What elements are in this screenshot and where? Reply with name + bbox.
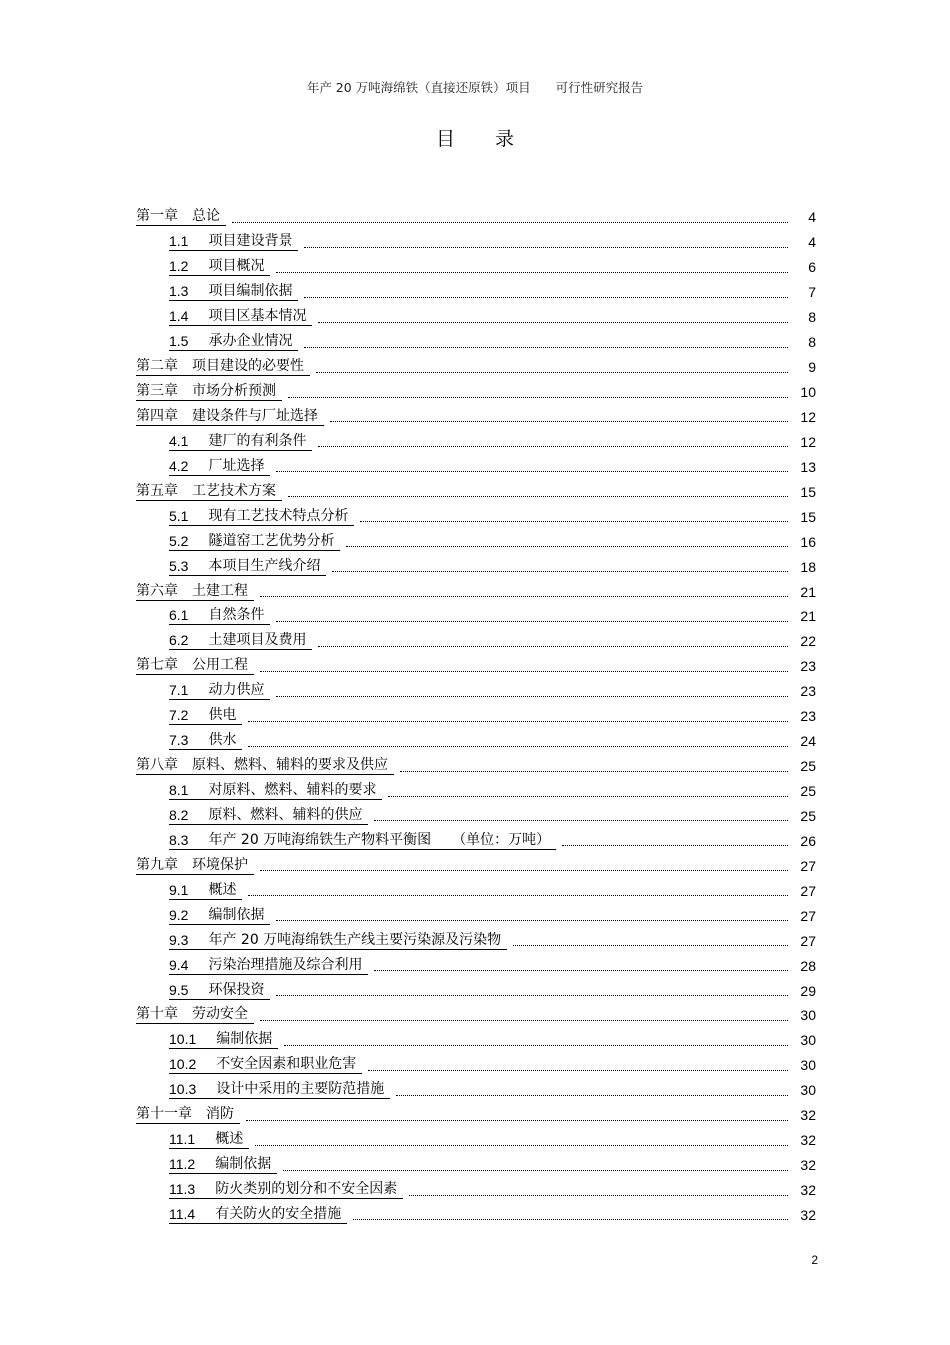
toc-entry-link[interactable] [169,682,270,700]
toc-title: 环保投资 [208,981,265,998]
toc-page-number: 30 [800,1032,816,1049]
dot-leader [276,607,788,622]
toc-title: 防火类别的划分和不安全因素 [215,1181,398,1198]
toc-chapter-row[interactable] [136,754,816,779]
toc-page-number: 7 [808,284,816,301]
dot-leader [283,1156,788,1171]
dot-leader [316,358,788,373]
toc-section-row[interactable] [136,804,816,829]
toc-section-row[interactable] [136,305,816,330]
toc-page-number: 28 [800,957,816,974]
toc-page-number: 29 [800,982,816,999]
title-char-2: 录 [495,128,515,150]
toc-title: 编制依据 [215,1156,272,1173]
running-header: 年产 20 万吨海绵铁（直接还原铁）项目 可行性研究报告 [306,80,644,95]
dot-leader [330,407,788,422]
section-number: 8.1 [169,782,189,799]
toc-entry-link[interactable] [169,558,326,576]
dot-leader [246,1106,788,1121]
toc-entry-link[interactable] [169,1156,277,1174]
toc-page-number: 21 [800,583,816,600]
toc-section-row[interactable] [136,779,816,804]
toc-entry-link[interactable] [136,583,254,601]
toc-entry-link[interactable] [169,1081,390,1099]
toc-title: 建设条件与厂址选择 [192,407,318,424]
toc-section-row[interactable] [136,953,816,978]
toc-title: 污染治理措施及综合利用 [208,956,363,973]
page-title [0,124,950,151]
toc-title: 供电 [208,707,237,724]
toc-section-row[interactable] [136,504,816,529]
dot-leader [318,632,788,647]
toc-section-row[interactable] [136,729,816,754]
toc-title: 厂址选择 [208,457,265,474]
toc-page-number: 26 [800,832,816,849]
dot-leader [276,981,788,996]
dot-leader [304,283,788,298]
dot-leader [318,308,788,323]
chapter-number: 第十章 [136,1006,178,1023]
toc-page-number: 27 [800,932,816,949]
dot-leader [248,707,788,722]
toc-title: 项目编制依据 [208,283,293,300]
section-number: 7.3 [169,732,189,749]
dot-leader [368,1056,788,1071]
toc-section-row[interactable] [136,1153,816,1178]
toc-entry-link[interactable] [169,782,382,800]
toc-title: 承办企业情况 [208,333,293,350]
toc-title: 编制依据 [208,906,265,923]
toc-title: 原料、燃料、辅料的供应 [208,806,363,823]
dot-leader [260,1006,788,1021]
toc-section-row[interactable] [136,1028,816,1053]
toc-page-number: 25 [800,783,816,800]
section-number: 1.1 [169,233,189,250]
toc-entry-link[interactable] [169,957,368,975]
toc-title: 本项目生产线介绍 [208,557,321,574]
toc-title: 年产 20 万吨海绵铁生产物料平衡图 （单位：万吨） [208,831,551,848]
dot-leader [388,782,788,797]
toc-title: 概述 [215,1131,244,1148]
chapter-number: 第九章 [136,856,178,873]
toc-page-number: 32 [800,1107,816,1124]
toc-page-number: 32 [800,1157,816,1174]
toc-title: 土建工程 [192,582,248,599]
chapter-number: 第六章 [136,582,178,599]
toc-page-number: 32 [800,1132,816,1149]
section-number: 9.3 [169,931,189,948]
dot-leader [513,931,788,946]
toc-entry-link[interactable] [169,333,298,351]
toc-chapter-row[interactable] [136,1003,816,1028]
dot-leader [396,1081,788,1096]
toc-title: 设计中采用的主要防范措施 [216,1081,385,1098]
toc-entry-link[interactable] [136,358,310,376]
toc-page-number: 8 [808,334,816,351]
section-number: 5.1 [169,507,189,524]
section-number: 11.2 [169,1156,196,1173]
toc-title: 工艺技术方案 [192,482,276,499]
toc-page-number: 23 [800,658,816,675]
dot-leader [346,532,788,547]
section-number: 10.3 [169,1081,197,1098]
dot-leader [248,732,788,747]
section-number: 5.3 [169,557,189,574]
dot-leader [332,557,788,572]
dot-leader [260,582,788,597]
toc-page-number: 32 [800,1182,816,1199]
section-number: 9.4 [169,956,189,973]
toc-section-row[interactable] [136,454,816,479]
toc-title: 对原料、燃料、辅料的要求 [208,782,377,799]
toc-page-number: 15 [800,508,816,525]
page-number: 2 [811,1253,818,1267]
section-number: 6.1 [169,607,189,624]
section-number: 11.3 [169,1181,196,1198]
toc-title: 动力供应 [208,682,265,699]
toc-page-number: 16 [800,533,816,550]
toc-entry-link[interactable] [169,1131,249,1149]
toc-section-row[interactable] [136,429,816,454]
title-char-1: 目 [435,128,455,150]
dot-leader [374,956,788,971]
chapter-number: 第二章 [136,358,178,375]
toc-entry-link[interactable] [169,1181,403,1199]
toc-entry-link[interactable] [136,383,282,401]
toc-title: 市场分析预测 [192,383,276,400]
toc-entry-link[interactable] [169,707,242,725]
toc-entry-link[interactable] [136,1106,240,1124]
toc-title: 项目建设背景 [208,233,293,250]
dot-leader [232,208,788,223]
toc-entry-link[interactable] [169,607,270,625]
dot-leader [318,432,788,447]
dot-leader [276,682,788,697]
toc-entry-link[interactable] [169,533,340,551]
toc-chapter-row[interactable] [136,479,816,504]
toc-section-row[interactable] [136,604,816,629]
toc-title: 建厂的有利条件 [208,432,307,449]
dot-leader [304,233,788,248]
toc-section-row[interactable] [136,903,816,928]
section-number: 7.1 [169,682,189,699]
toc-entry-link[interactable] [169,632,312,650]
toc-page-number: 27 [800,882,816,899]
toc-chapter-row[interactable] [136,405,816,430]
toc-page-number: 9 [808,359,816,376]
toc-section-row[interactable] [136,704,816,729]
dot-leader [248,881,788,896]
section-number: 1.3 [169,283,189,300]
dot-leader [276,906,788,921]
toc-section-row[interactable] [136,554,816,579]
toc-title: 不安全因素和职业危害 [216,1056,357,1073]
toc-page-number: 6 [808,259,816,276]
toc-section-row[interactable] [136,280,816,305]
toc-section-row[interactable] [136,928,816,953]
toc-entry-link[interactable] [169,308,312,326]
toc-entry-link[interactable] [169,982,270,1000]
toc-page-number: 22 [800,633,816,650]
toc-title: 劳动安全 [192,1006,248,1023]
dot-leader [400,757,788,772]
toc-entry-link[interactable] [169,233,298,251]
toc-page-number: 27 [800,907,816,924]
section-number: 1.5 [169,333,189,350]
dot-leader [562,831,788,846]
chapter-number: 第四章 [136,407,178,424]
toc-chapter-row[interactable] [136,380,816,405]
toc-section-row[interactable] [136,1178,816,1203]
toc-title: 环境保护 [192,856,248,873]
toc-page-number: 4 [808,234,816,251]
toc-entry-link[interactable] [169,508,354,526]
toc-page-number: 12 [800,408,816,425]
section-number: 11.1 [169,1131,196,1148]
dot-leader [288,383,788,398]
toc-page-number: 25 [800,758,816,775]
toc-page-number: 10 [800,384,816,401]
dot-leader [304,333,788,348]
section-number: 1.2 [169,258,189,275]
section-number: 6.2 [169,632,189,649]
toc-section-row[interactable] [136,629,816,654]
toc-entry-link[interactable] [136,1006,254,1024]
table-of-contents [136,205,816,1227]
dot-leader [288,482,788,497]
section-number: 7.2 [169,707,189,724]
toc-page-number: 23 [800,683,816,700]
toc-title: 消防 [206,1106,234,1123]
toc-page-number: 4 [808,209,816,226]
dot-leader [409,1181,788,1196]
toc-title: 项目区基本情况 [208,308,307,325]
toc-page-number: 21 [800,608,816,625]
section-number: 9.5 [169,981,189,998]
toc-page-number: 12 [800,433,816,450]
toc-entry-link[interactable] [169,732,242,750]
section-number: 4.2 [169,457,189,474]
dot-leader [255,1131,788,1146]
dot-leader [276,258,788,273]
toc-section-row[interactable] [136,1078,816,1103]
toc-page-number: 27 [800,857,816,874]
toc-chapter-row[interactable] [136,1103,816,1128]
toc-page-number: 30 [800,1082,816,1099]
toc-entry-link[interactable] [169,807,368,825]
section-number: 9.1 [169,881,189,898]
chapter-number: 第七章 [136,657,178,674]
toc-page-number: 25 [800,807,816,824]
dot-leader [360,507,788,522]
toc-entry-link[interactable] [169,258,270,276]
section-number: 10.1 [169,1031,197,1048]
section-number: 8.3 [169,831,189,848]
toc-page-number: 24 [800,733,816,750]
toc-title: 土建项目及费用 [208,632,307,649]
toc-entry-link[interactable] [169,932,507,950]
chapter-number: 第五章 [136,482,178,499]
toc-section-row[interactable] [136,230,816,255]
toc-section-row[interactable] [136,878,816,903]
toc-title: 年产 20 万吨海绵铁生产线主要污染源及污染物 [208,931,502,948]
toc-chapter-row[interactable] [136,355,816,380]
toc-entry-link[interactable] [169,832,556,850]
dot-leader [284,1031,788,1046]
dot-leader [374,806,788,821]
toc-page-number: 8 [808,309,816,326]
toc-page-number: 23 [800,708,816,725]
chapter-number: 第十一章 [136,1106,192,1123]
toc-chapter-row[interactable] [136,853,816,878]
section-number: 1.4 [169,308,189,325]
section-number: 5.2 [169,532,189,549]
toc-title: 项目概况 [208,258,265,275]
dot-leader [353,1205,788,1220]
chapter-number: 第一章 [136,208,178,225]
dot-leader [260,657,788,672]
section-number: 8.2 [169,806,189,823]
toc-page-number: 30 [800,1057,816,1074]
toc-chapter-row[interactable] [136,654,816,679]
toc-title: 原料、燃料、辅料的要求及供应 [192,757,388,774]
toc-section-row[interactable] [136,978,816,1003]
section-number: 10.2 [169,1056,197,1073]
toc-title: 供水 [208,732,237,749]
toc-section-row[interactable] [136,255,816,280]
toc-entry-link[interactable] [169,458,270,476]
dot-leader [260,856,788,871]
toc-section-row[interactable] [136,828,816,853]
toc-page-number: 30 [800,1007,816,1024]
toc-section-row[interactable] [136,330,816,355]
toc-entry-link[interactable] [136,208,226,226]
toc-entry-link[interactable] [169,882,242,900]
toc-entry-link[interactable] [169,1056,362,1074]
toc-title: 公用工程 [192,657,248,674]
section-number: 11.4 [169,1205,196,1222]
toc-page-number: 13 [800,458,816,475]
section-number: 9.2 [169,906,189,923]
toc-title: 概述 [208,881,237,898]
toc-section-row[interactable] [136,529,816,554]
dot-leader [276,457,788,472]
toc-entry-link[interactable] [169,1206,347,1224]
toc-page-number: 18 [800,558,816,575]
toc-page-number: 32 [800,1206,816,1223]
toc-section-row[interactable] [136,1203,816,1228]
toc-section-row[interactable] [136,1053,816,1078]
toc-entry-link[interactable] [169,1031,278,1049]
section-number: 4.1 [169,432,189,449]
toc-chapter-row[interactable] [136,205,816,230]
toc-chapter-row[interactable] [136,579,816,604]
toc-entry-link[interactable] [169,433,312,451]
toc-title: 现有工艺技术特点分析 [208,507,349,524]
toc-entry-link[interactable] [136,857,254,875]
toc-title: 隧道窑工艺优势分析 [208,532,335,549]
toc-section-row[interactable] [136,1128,816,1153]
toc-page-number: 15 [800,483,816,500]
toc-title: 项目建设的必要性 [192,358,304,375]
toc-title: 有关防火的安全措施 [215,1205,342,1222]
chapter-number: 第三章 [136,383,178,400]
chapter-number: 第八章 [136,757,178,774]
toc-entry-link[interactable] [136,483,282,501]
toc-entry-link[interactable] [136,657,254,675]
toc-entry-link[interactable] [169,907,270,925]
toc-title: 自然条件 [208,607,265,624]
toc-entry-link[interactable] [169,283,298,301]
toc-entry-link[interactable] [136,757,394,775]
toc-title: 编制依据 [216,1031,273,1048]
toc-entry-link[interactable] [136,408,324,426]
toc-title: 总论 [192,208,220,225]
toc-section-row[interactable] [136,679,816,704]
